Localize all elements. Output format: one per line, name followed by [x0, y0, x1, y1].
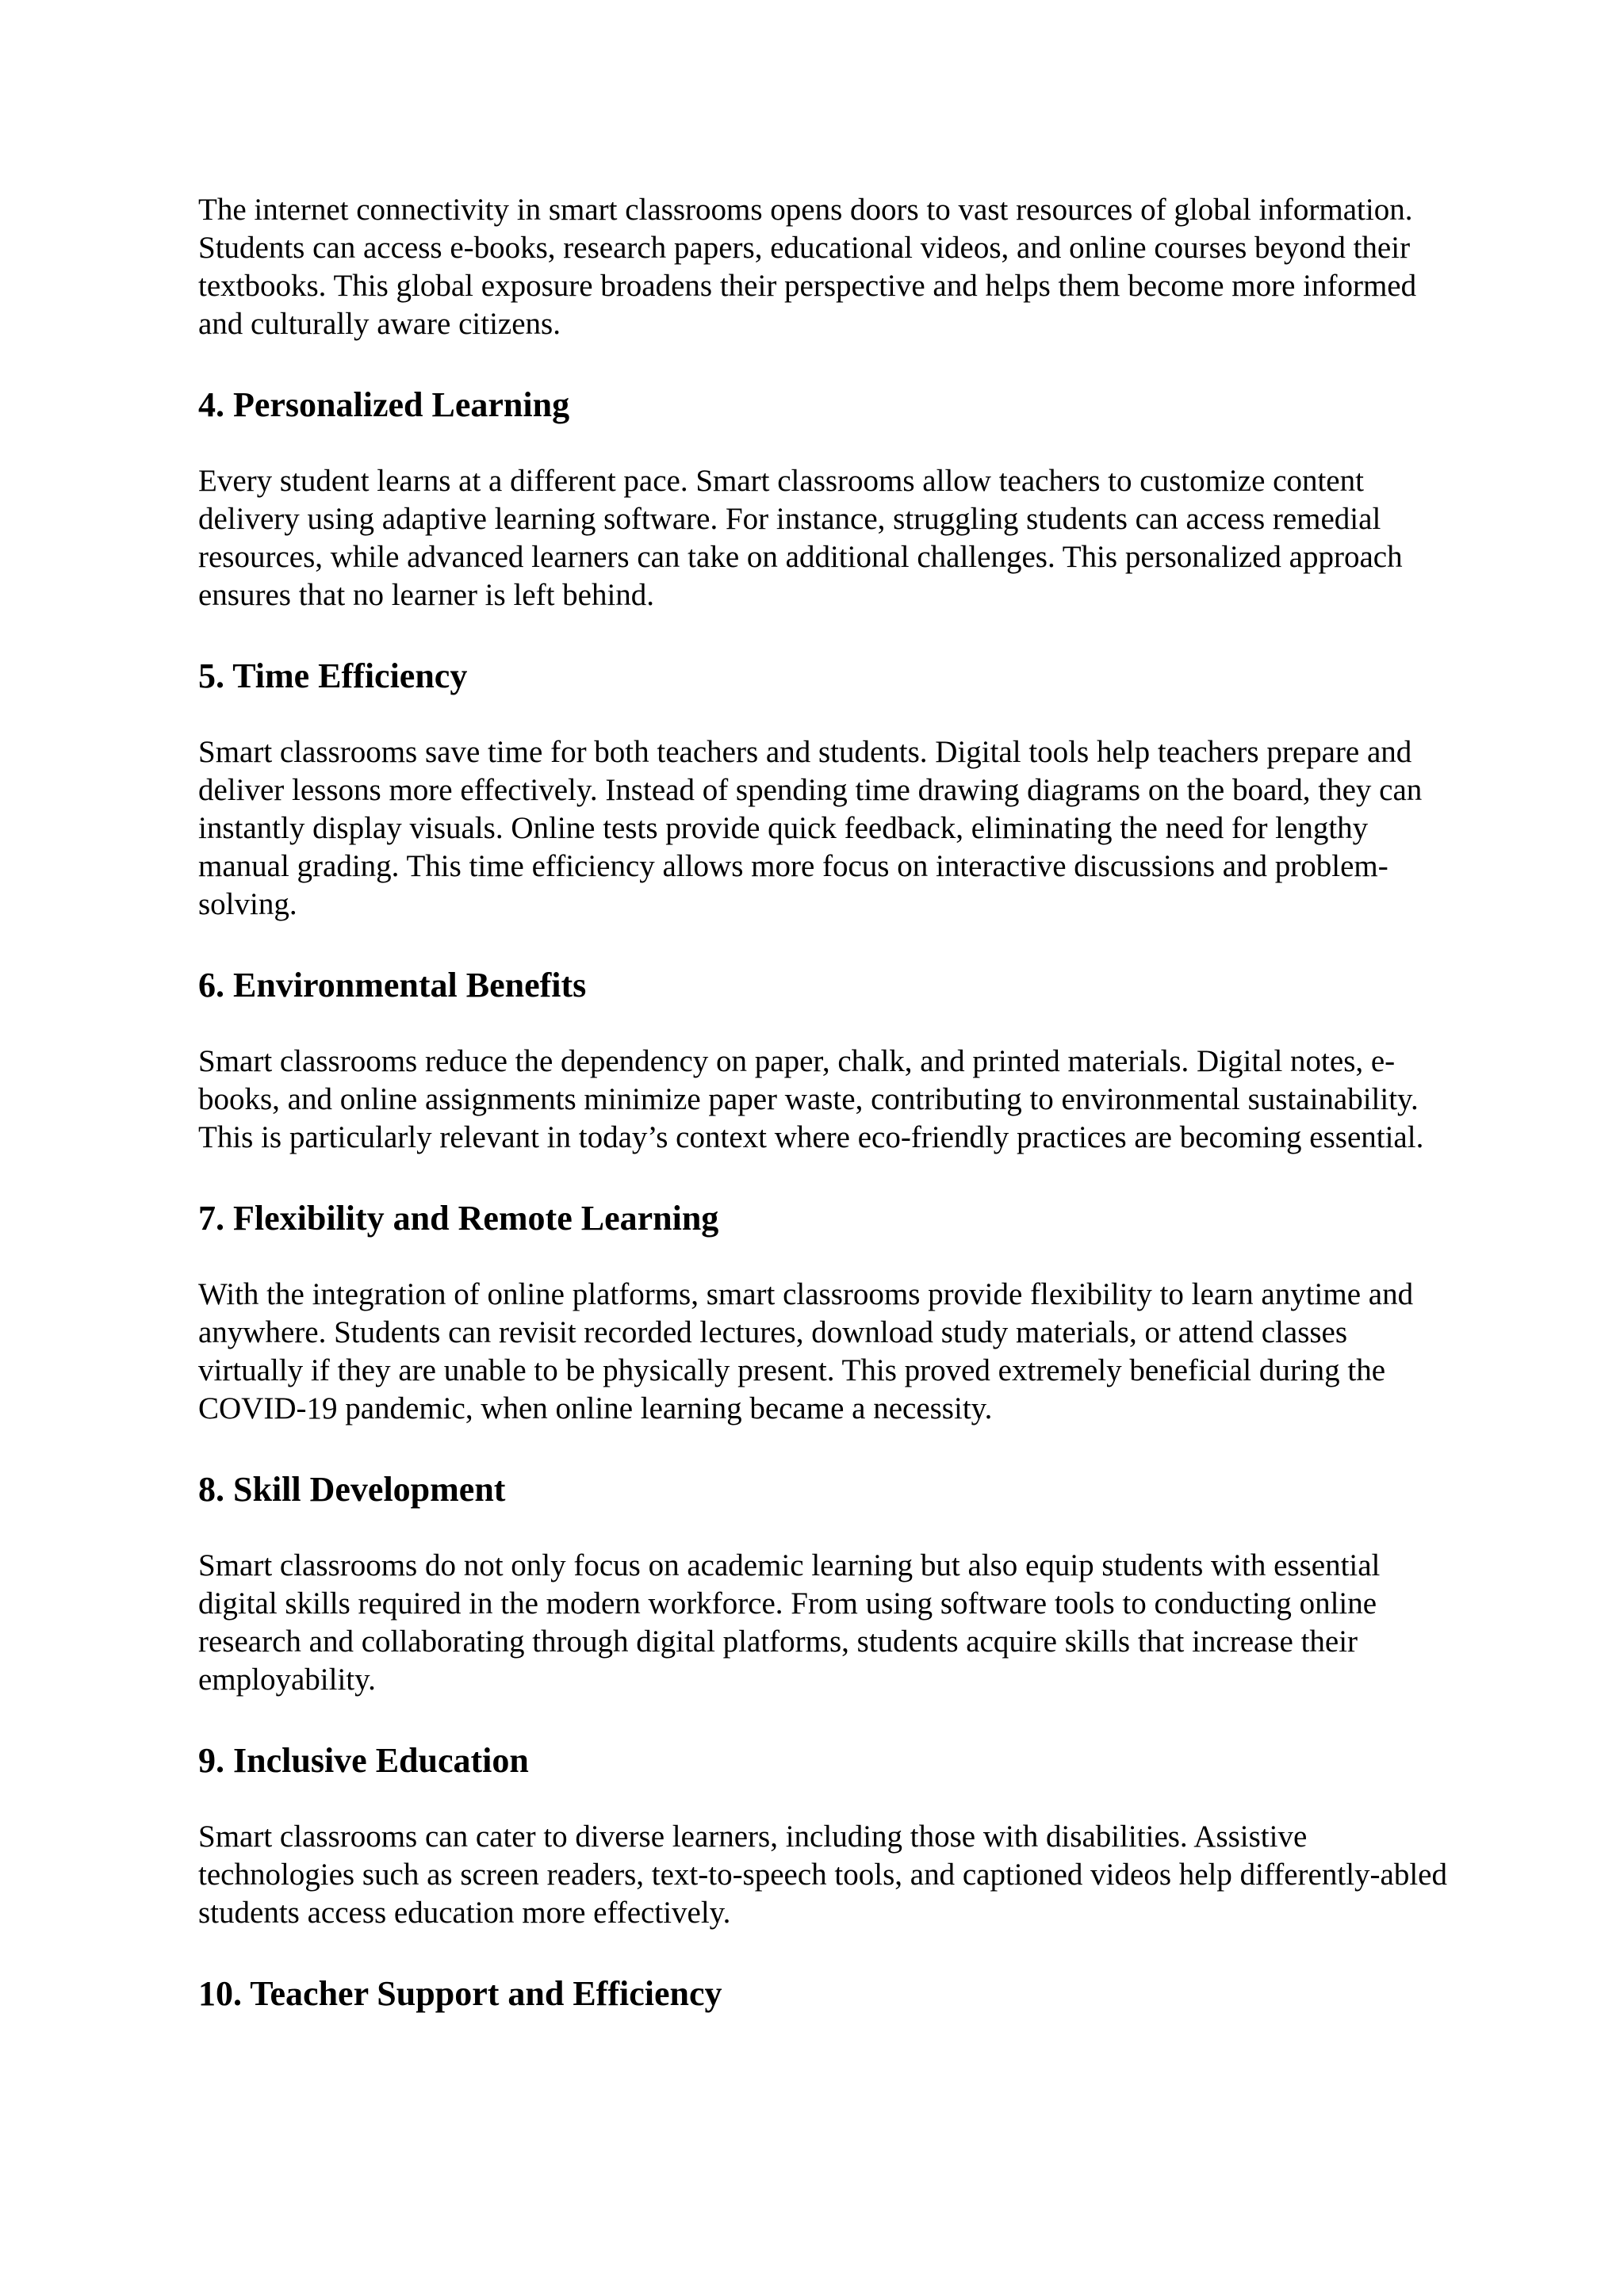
spacer [198, 1241, 1451, 1276]
section-heading-flexibility-remote-learning: 7. Flexibility and Remote Learning [198, 1199, 719, 1238]
document-content [198, 191, 1451, 2016]
section-heading-time-efficiency: 5. Time Efficiency [198, 656, 468, 695]
spacer [198, 1699, 1451, 1739]
spacer [198, 698, 1451, 733]
intro-paragraph: The internet connectivity in smart classrooms opens doors to vast resources of global information. Students can access e-books, research papers, educational videos, and online courses beyond their textbooks. This global exposure broadens their perspective and helps them become more informed and culturally aware citizens. [198, 193, 1417, 341]
section-heading-teacher-support: 10. Teacher Support and Efficiency [198, 1974, 722, 2013]
section-body-time-efficiency: Smart classrooms save time for both teachers and students. Digital tools help teachers prepare and deliver lessons more effectively. Instead of spending time drawing diagrams on the board, they can instantly display visuals. Online tests provide quick feedback, eliminating the need for lengthy manual grading. This time efficiency allows more focus on interactive discussions and problem-solving. [198, 735, 1423, 921]
spacer [198, 1783, 1451, 1818]
section-body-personalized-learning: Every student learns at a different pace. Smart classrooms allow teachers to customize content delivery using adaptive learning software. For instance, struggling students can access remedial resources, while advanced learners can take on additional challenges. This personalized approach ensures that no learner is left behind. [198, 464, 1403, 612]
section-body-skill-development: Smart classrooms do not only focus on academic learning but also equip students with essential digital skills required in the modern workforce. From using software tools to conducting online research and collaborating through digital platforms, students acquire skills that increase their employability. [198, 1548, 1381, 1697]
spacer [198, 1008, 1451, 1043]
spacer [198, 924, 1451, 963]
spacer [198, 614, 1451, 654]
spacer [198, 427, 1451, 462]
spacer [198, 1512, 1451, 1547]
section-body-inclusive-education: Smart classrooms can cater to diverse learners, including those with disabilities. Assistive technologies such as screen readers, text-to-speech tools, and captioned videos help differently-abled students access education more effectively. [198, 1820, 1447, 1930]
spacer [198, 343, 1451, 383]
section-heading-personalized-learning: 4. Personalized Learning [198, 385, 570, 424]
section-body-environmental-benefits: Smart classrooms reduce the dependency on paper, chalk, and printed materials. Digital notes, e-books, and online assignments minimize paper waste, contributing to environmental sustainability. This is particularly relevant in today’s context where eco-friendly practices are becoming essential. [198, 1044, 1424, 1154]
section-heading-environmental-benefits: 6. Environmental Benefits [198, 966, 587, 1004]
section-heading-inclusive-education: 9. Inclusive Education [198, 1741, 529, 1780]
spacer [198, 1428, 1451, 1468]
spacer [198, 1932, 1451, 1972]
section-body-flexibility-remote-learning: With the integration of online platforms, smart classrooms provide flexibility to learn anytime and anywhere. Students can revisit recorded lectures, download study materials, or attend classes virtually if they are unable to be physically present. This proved extremely beneficial during the COVID-19 pandemic, when online learning became a necessity. [198, 1277, 1414, 1425]
spacer [198, 1157, 1451, 1196]
section-heading-skill-development: 8. Skill Development [198, 1470, 506, 1509]
